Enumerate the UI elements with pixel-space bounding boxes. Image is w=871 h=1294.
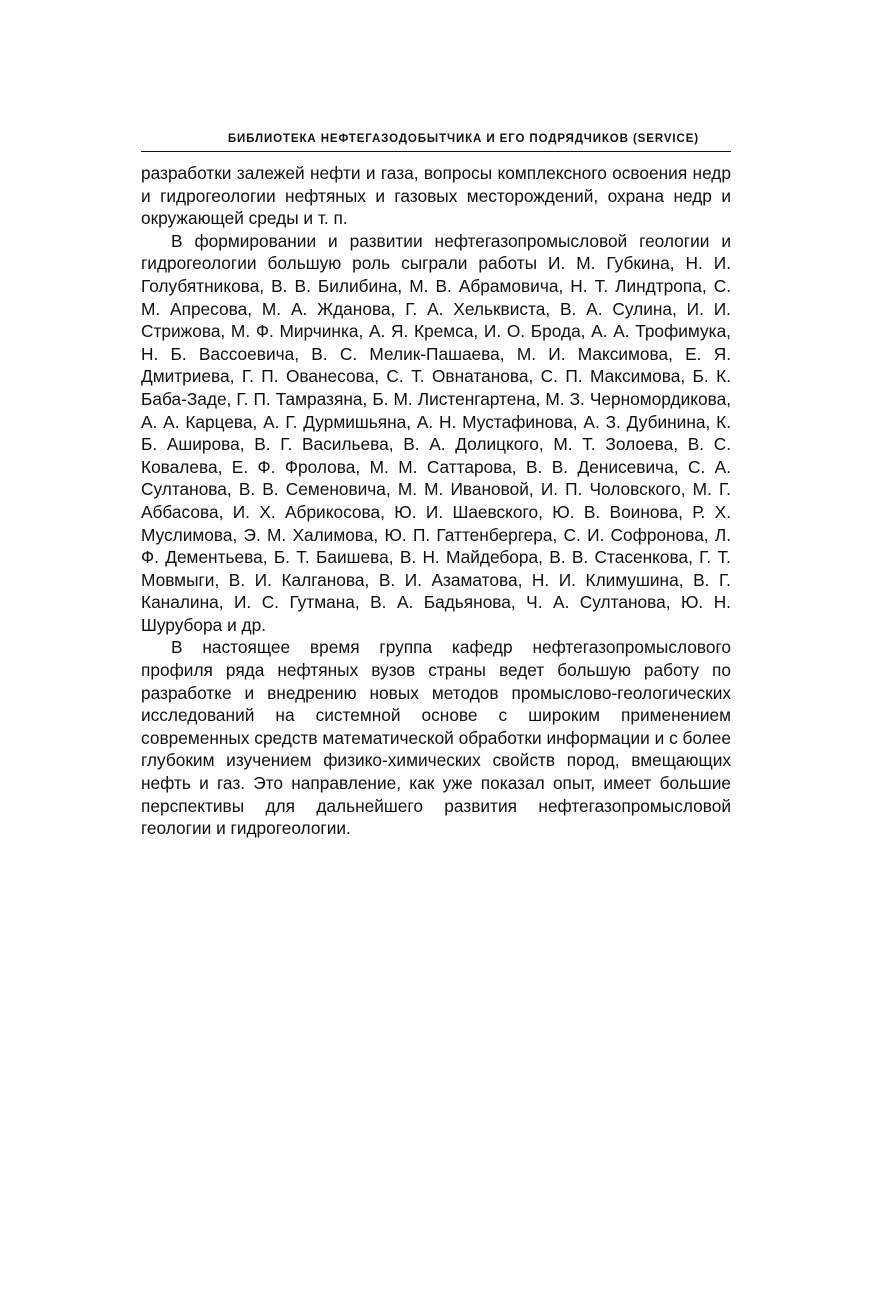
book-page: [141, 130, 731, 840]
paragraph-continuation: разработки залежей нефти и газа, вопросы комплексного освоения недр и гидрогеологии нефтяных и газовых месторождений, охрана недр и окружающей среды и т. п.: [141, 163, 731, 229]
running-header: БИБЛИОТЕКА НЕФТЕГАЗОДОБЫТЧИКА И ЕГО ПОДРЯДЧИКОВ (SERVICE): [227, 133, 699, 145]
paragraph-current-research: В настоящее время группа кафедр нефтегазопромыслового профиля ряда нефтяных вузов страны ведет большую работу по разработке и внедрению новых методов промыслово-геологических исследований на системной основе с широким применением современных средств математической обработки информации и с более глубоким изучением физико-химических свойств пород, вмещающих нефть и газ. Это направление, как уже показал опыт, имеет большие перспективы для дальнейшего развития нефтегазопромысловой геологии и гидрогеологии.: [141, 637, 731, 839]
paragraph-contributors: В формировании и развитии нефтегазопромысловой геологии и гидрогеологии большую роль сыграли работы И. М. Губкина, Н. И. Голубятникова, В. В. Билибина, М. В. Абрамовича, Н. Т. Линдтропа, С. М. Апресова, М. А. Жданова, Г. А. Хельквиста, В. А. Сулина, И. И. Стрижова, М. Ф. Мирчинка, А. Я. Кремса, И. О. Брода, А. А. Трофимука, Н. Б. Вассоевича, В. С. Мелик-Пашаева, М. И. Максимова, Е. Я. Дмитриева, Г. П. Ованесова, С. Т. Овнатанова, С. П. Максимова, Б. К. Баба-Заде, Г. П. Тамразяна, Б. М. Листенгартена, М. З. Черномордикова, А. А. Карцева, А. Г. Дурмишьяна, А. Н. Мустафинова, А. З. Дубинина, К. Б. Аширова, В. Г. Васильева, В. А. Долицкого, М. Т. Золоева, В. С. Ковалева, Е. Ф. Фролова, М. М. Саттарова, В. В. Денисевича, С. А. Султанова, В. В. Семеновича, М. М. Ивановой, И. П. Чоловского, М. Г. Аббасова, И. Х. Абрикосова, Ю. И. Шаевского, Ю. В. Воинова, Р. Х. Муслимова, Э. М. Халимова, Ю. П. Гаттенбергера, С. И. Софронова, Л. Ф. Дементьева, Б. Т. Баишева, В. Н. Майдебора, В. В. Стасенкова, Г. Т. Мовмыги, В. И. Калганова, В. И. Азаматова, Н. И. Климушина, В. Г. Каналина, И. С. Гутмана, В. А. Бадьянова, Ч. А. Султанова, Ю. Н. Шурубора и др.: [141, 230, 731, 635]
body-text: [141, 162, 731, 840]
header-divider: [141, 151, 731, 152]
